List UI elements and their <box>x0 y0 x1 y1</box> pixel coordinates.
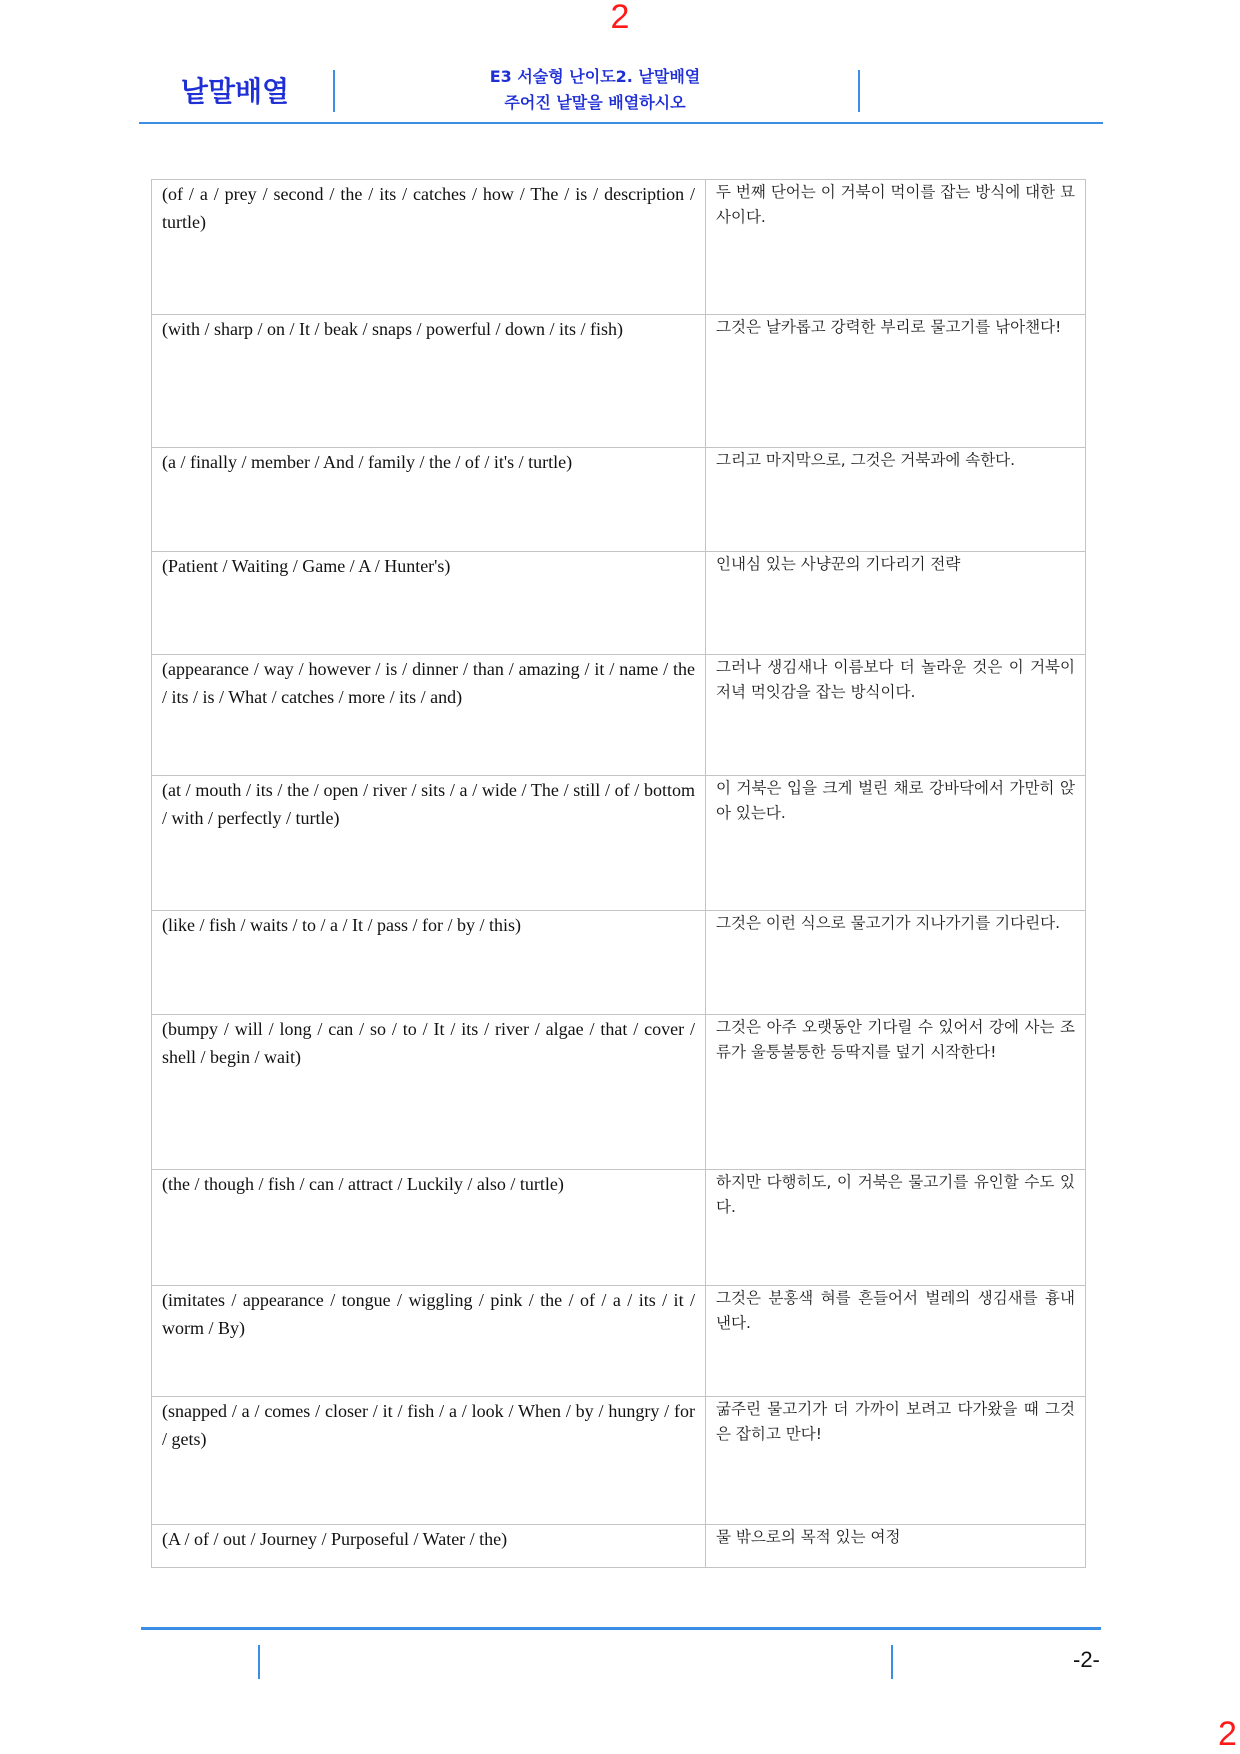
korean-translation: 그것은 분홍색 혀를 흔들어서 벌레의 생김새를 흉내 낸다. <box>706 1286 1086 1397</box>
exercise-table <box>151 179 1086 1568</box>
footer-divider-left <box>258 1645 260 1679</box>
scrambled-words: (of / a / prey / second / the / its / catches / how / The / is / description / turtle) <box>152 180 706 315</box>
korean-translation: 그것은 아주 오랫동안 기다릴 수 있어서 강에 사는 조류가 울퉁불퉁한 등딱지를 덮기 시작한다! <box>706 1015 1086 1170</box>
scrambled-words: (like / fish / waits / to / a / It / pass / for / by / this) <box>152 911 706 1015</box>
table-row <box>152 776 1086 911</box>
scrambled-words: (imitates / appearance / tongue / wiggling / pink / the / of / a / its / it / worm / By) <box>152 1286 706 1397</box>
korean-translation: 그것은 날카롭고 강력한 부리로 물고기를 낚아챈다! <box>706 315 1086 448</box>
scrambled-words: (snapped / a / comes / closer / it / fish / a / look / When / by / hungry / for / gets) <box>152 1397 706 1525</box>
table-row <box>152 1397 1086 1525</box>
header-divider-right <box>858 70 860 112</box>
scrambled-words: (bumpy / will / long / can / so / to / It / its / river / algae / that / cover / shell / begin / wait) <box>152 1015 706 1170</box>
korean-translation: 인내심 있는 사냥꾼의 기다리기 전략 <box>706 552 1086 655</box>
header-subtitle-line1: E3 서술형 난이도2. 낱말배열 <box>489 67 701 86</box>
page-number-corner: 2 <box>1218 1715 1237 1753</box>
scrambled-words: (a / finally / member / And / family / the / of / it's / turtle) <box>152 448 706 552</box>
korean-translation: 이 거북은 입을 크게 벌린 채로 강바닥에서 가만히 앉아 있는다. <box>706 776 1086 911</box>
table-row <box>152 552 1086 655</box>
korean-translation: 그것은 이런 식으로 물고기가 지나가기를 기다린다. <box>706 911 1086 1015</box>
table-row <box>152 1015 1086 1170</box>
korean-translation: 그리고 마지막으로, 그것은 거북과에 속한다. <box>706 448 1086 552</box>
scrambled-words: (appearance / way / however / is / dinner / than / amazing / it / name / the / its / is / What / catches / more / its / and) <box>152 655 706 776</box>
header-subtitle-line2: 주어진 낱말을 배열하시오 <box>504 93 686 112</box>
scrambled-words: (at / mouth / its / the / open / river / sits / a / wide / The / still / of / bottom / with / perfectly / turtle) <box>152 776 706 911</box>
scrambled-words: (the / though / fish / can / attract / Luckily / also / turtle) <box>152 1170 706 1286</box>
scrambled-words: (A / of / out / Journey / Purposeful / Water / the) <box>152 1525 706 1568</box>
header-subtitle <box>395 64 795 116</box>
scrambled-words: (with / sharp / on / It / beak / snaps / powerful / down / its / fish) <box>152 315 706 448</box>
footer-divider-right <box>891 1645 893 1679</box>
header-title: 낱말배열 <box>180 75 290 108</box>
korean-translation: 굶주린 물고기가 더 가까이 보려고 다가왔을 때 그것은 잡히고 만다! <box>706 1397 1086 1525</box>
footer-page-number: -2- <box>1073 1647 1100 1672</box>
table-row <box>152 655 1086 776</box>
header-rule <box>139 122 1103 124</box>
header-divider-left <box>333 70 335 112</box>
table-row <box>152 1170 1086 1286</box>
table-row <box>152 1286 1086 1397</box>
korean-translation: 물 밖으로의 목적 있는 여정 <box>706 1525 1086 1568</box>
scrambled-words: (Patient / Waiting / Game / A / Hunter's) <box>152 552 706 655</box>
korean-translation: 두 번째 단어는 이 거북이 먹이를 잡는 방식에 대한 묘사이다. <box>706 180 1086 315</box>
footer-rule <box>141 1627 1101 1630</box>
table-row <box>152 1525 1086 1568</box>
korean-translation: 그러나 생김새나 이름보다 더 놀라운 것은 이 거북이 저녁 먹잇감을 잡는 방식이다. <box>706 655 1086 776</box>
table-row <box>152 448 1086 552</box>
korean-translation: 하지만 다행히도, 이 거북은 물고기를 유인할 수도 있다. <box>706 1170 1086 1286</box>
page-number-top: 2 <box>610 0 630 36</box>
table-row <box>152 911 1086 1015</box>
table-row <box>152 315 1086 448</box>
table-row <box>152 180 1086 315</box>
